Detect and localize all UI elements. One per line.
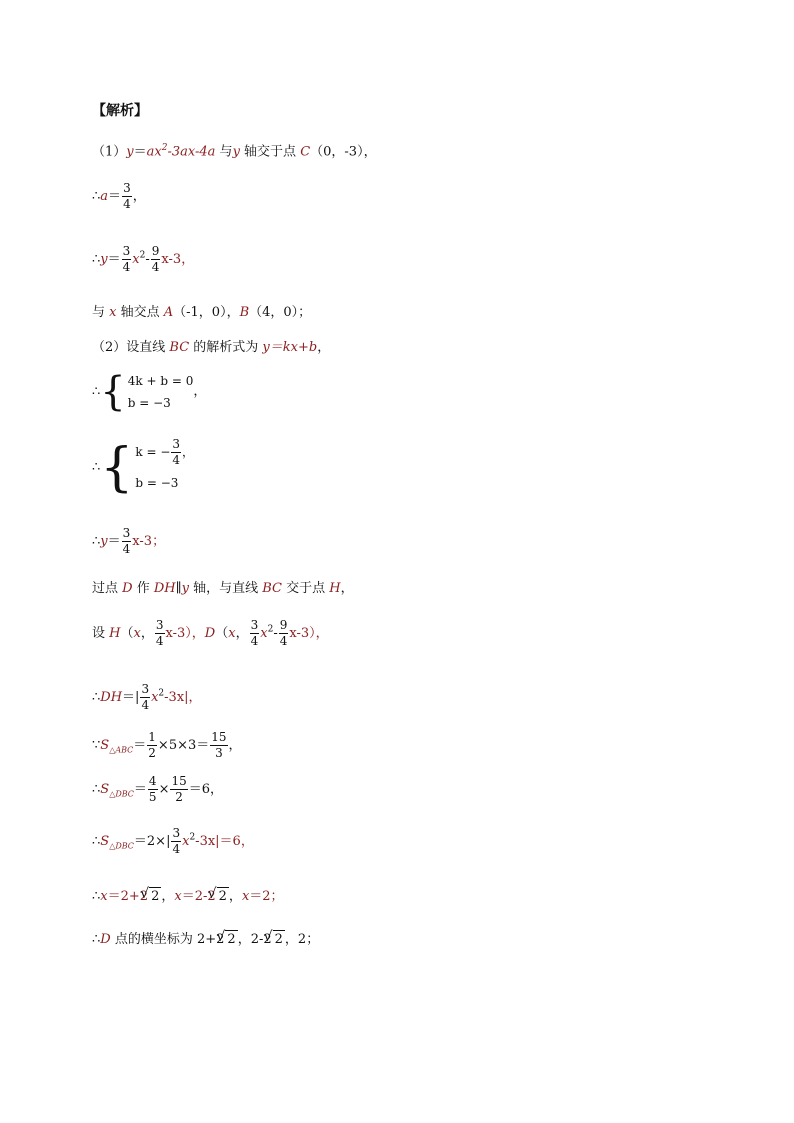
line-draw-dh: 过点 D 作 DH∥y 轴，与直线 BC 交于点 H， <box>92 581 354 596</box>
line-parabola: ∴y＝ $\frac{3}{4}$ $x^2-$ $\frac{9}{4}$ x-3， <box>92 244 195 274</box>
line-area-equation: $\therefore S_{\triangle DBC}=2\times|$ $\frac{3}{4}$ $x^2-3x|=6$， <box>92 826 254 856</box>
line-x-solutions: ∴x＝2+2√ 2 ，x＝2-2√ 2 ，x＝2； <box>92 887 284 906</box>
solution-heading: 【解析】 <box>92 103 148 119</box>
line-a-value: ∴a＝ $\frac{3}{4}$ ， <box>92 181 146 211</box>
line-part1-intro: $(1)y=ax^2-3ax-4a$ 与y 轴交于点 C（0，-3）， <box>92 143 377 160</box>
line-system-2: ∴{ k = − $\frac{3}{4}$ ， b = −3 <box>92 437 195 498</box>
line-set-points: 设 H（x， $\frac{3}{4}$ x-3），D（x， $\frac{3}{4}$ $x^2-$ $\frac{9}{4}$ x-3）， <box>92 618 329 648</box>
line-system-1: ∴{ 4k + b = 0 b = −3 ， <box>92 369 207 415</box>
line-area-dbc: $\therefore S_{\triangle DBC}=$ $\frac{4}{5}$ × $\frac{15}{2}$ ＝6， <box>92 774 224 804</box>
line-part2-intro: （2）设直线 BC 的解析式为 y＝kx+b， <box>92 340 331 355</box>
line-bc-equation: ∴y＝ $\frac{3}{4}$ x-3； <box>92 526 166 556</box>
line-x-intercepts: 与 x 轴交点 A（-1，0），B（4，0）； <box>92 305 312 320</box>
line-dh-length: ∴DH＝| $\frac{3}{4}$ $x^2-3x|$， <box>92 682 202 712</box>
line-conclusion: ∴D 点的横坐标为 2+2√ 2 ，2-2√ 2 ，2； <box>92 930 319 949</box>
line-area-abc: $\because S_{\triangle ABC}=$ $\frac{1}{2}$ ×5×3＝ $\frac{15}{3}$ ， <box>92 730 242 760</box>
